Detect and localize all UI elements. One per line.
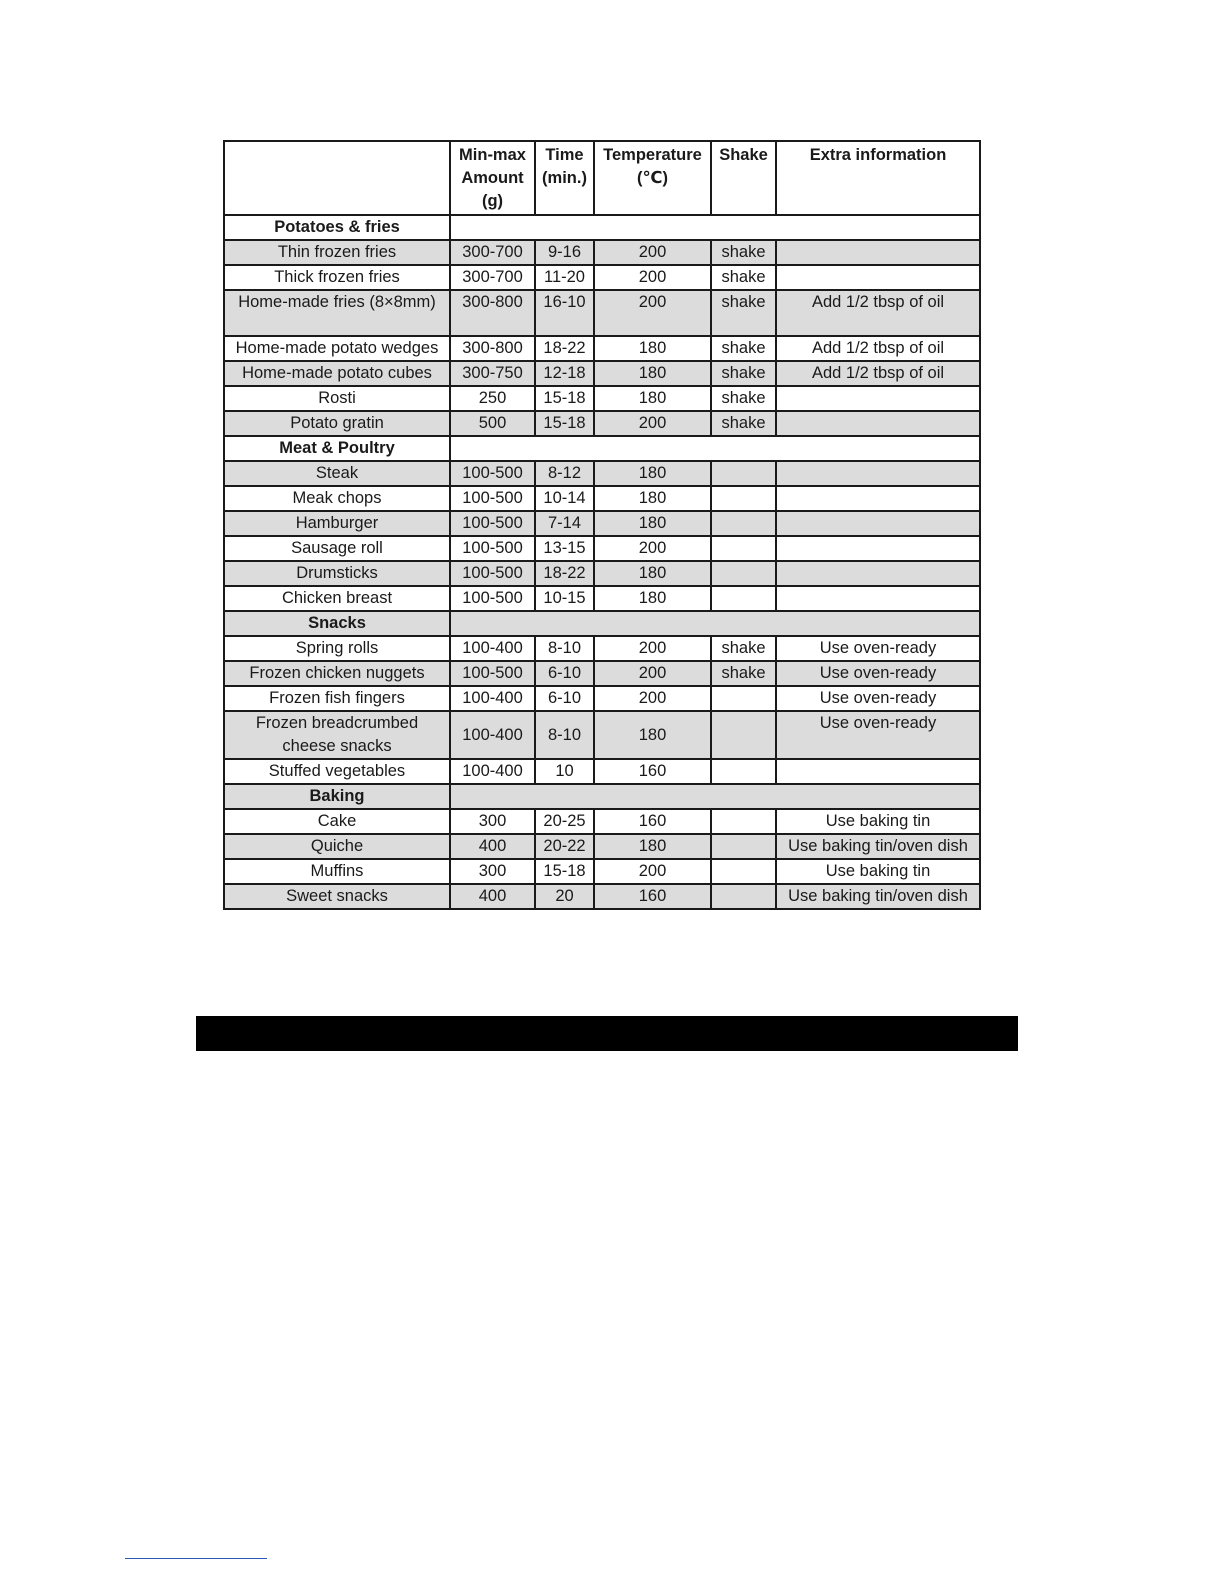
cell-shake <box>711 686 776 711</box>
header-time: Time (min.) <box>535 141 594 215</box>
cell-amount: 300-700 <box>450 265 535 290</box>
cell-extra: Use baking tin/oven dish <box>776 834 980 859</box>
cell-time: 11-20 <box>535 265 594 290</box>
cell-amount: 400 <box>450 834 535 859</box>
table-row <box>224 240 980 265</box>
cell-extra <box>776 386 980 411</box>
cell-temp: 200 <box>594 265 711 290</box>
cell-shake <box>711 859 776 884</box>
table-row <box>224 265 980 290</box>
cell-time: 16-10 <box>535 290 594 336</box>
cell-extra <box>776 759 980 784</box>
cell-amount: 100-500 <box>450 511 535 536</box>
cell-food: Rosti <box>224 386 450 411</box>
cell-time: 10 <box>535 759 594 784</box>
section-title: Meat & Poultry <box>224 436 450 461</box>
cell-amount: 100-500 <box>450 661 535 686</box>
cell-food: Chicken breast <box>224 586 450 611</box>
cell-food: Frozen fish fingers <box>224 686 450 711</box>
cell-shake <box>711 586 776 611</box>
cell-time: 15-18 <box>535 859 594 884</box>
cell-shake: shake <box>711 361 776 386</box>
table-row <box>224 511 980 536</box>
cell-extra <box>776 461 980 486</box>
section-spacer <box>450 436 980 461</box>
cell-shake: shake <box>711 265 776 290</box>
cell-food: Sausage roll <box>224 536 450 561</box>
cell-food: Quiche <box>224 834 450 859</box>
cell-temp: 180 <box>594 586 711 611</box>
cell-temp: 180 <box>594 386 711 411</box>
cooking-settings-table <box>223 140 981 910</box>
cell-temp: 160 <box>594 884 711 909</box>
table-row <box>224 336 980 361</box>
table-row <box>224 661 980 686</box>
cell-time: 15-18 <box>535 386 594 411</box>
cell-shake: shake <box>711 661 776 686</box>
cell-time: 12-18 <box>535 361 594 386</box>
cell-extra <box>776 536 980 561</box>
table-row <box>224 461 980 486</box>
cell-shake <box>711 711 776 759</box>
cell-shake: shake <box>711 240 776 265</box>
section-title: Snacks <box>224 611 450 636</box>
table-row <box>224 711 980 759</box>
section-spacer <box>450 215 980 240</box>
cell-amount: 100-500 <box>450 561 535 586</box>
cell-extra: Use baking tin/oven dish <box>776 884 980 909</box>
cell-food: Spring rolls <box>224 636 450 661</box>
cell-time: 20 <box>535 884 594 909</box>
cell-temp: 200 <box>594 636 711 661</box>
cell-time: 6-10 <box>535 686 594 711</box>
section-row <box>224 215 980 240</box>
section-spacer <box>450 784 980 809</box>
cell-amount: 300-700 <box>450 240 535 265</box>
cell-time: 10-14 <box>535 486 594 511</box>
cell-food: Meak chops <box>224 486 450 511</box>
cell-extra: Use baking tin <box>776 859 980 884</box>
cell-shake <box>711 834 776 859</box>
cell-extra: Add 1/2 tbsp of oil <box>776 290 980 336</box>
cell-extra: Use oven-ready <box>776 636 980 661</box>
cell-shake: shake <box>711 386 776 411</box>
cell-time: 6-10 <box>535 661 594 686</box>
cell-food: Stuffed vegetables <box>224 759 450 784</box>
cell-food: Muffins <box>224 859 450 884</box>
cell-extra <box>776 586 980 611</box>
cell-time: 7-14 <box>535 511 594 536</box>
cell-extra: Use oven-ready <box>776 711 980 759</box>
cell-temp: 200 <box>594 859 711 884</box>
cell-extra <box>776 561 980 586</box>
cell-shake <box>711 486 776 511</box>
cell-amount: 400 <box>450 884 535 909</box>
table-row <box>224 386 980 411</box>
section-title: Baking <box>224 784 450 809</box>
cell-time: 20-25 <box>535 809 594 834</box>
cell-temp: 200 <box>594 536 711 561</box>
cell-amount: 100-400 <box>450 636 535 661</box>
header-shake: Shake <box>711 141 776 215</box>
cell-extra <box>776 511 980 536</box>
cell-extra <box>776 486 980 511</box>
cell-amount: 100-500 <box>450 486 535 511</box>
cell-shake: shake <box>711 411 776 436</box>
cell-temp: 200 <box>594 686 711 711</box>
cell-food: Cake <box>224 809 450 834</box>
cell-amount: 100-400 <box>450 686 535 711</box>
cell-extra: Use baking tin <box>776 809 980 834</box>
cell-food: Home-made potato wedges <box>224 336 450 361</box>
table-row <box>224 536 980 561</box>
cell-amount: 300-750 <box>450 361 535 386</box>
cell-extra: Use oven-ready <box>776 661 980 686</box>
cell-temp: 200 <box>594 290 711 336</box>
cell-time: 9-16 <box>535 240 594 265</box>
cell-shake: shake <box>711 290 776 336</box>
cell-shake <box>711 884 776 909</box>
cell-temp: 200 <box>594 411 711 436</box>
cell-shake <box>711 759 776 784</box>
cell-food: Drumsticks <box>224 561 450 586</box>
cell-food: Steak <box>224 461 450 486</box>
cell-amount: 100-500 <box>450 536 535 561</box>
table-row <box>224 809 980 834</box>
cell-extra: Add 1/2 tbsp of oil <box>776 361 980 386</box>
cell-food: Hamburger <box>224 511 450 536</box>
cell-temp: 160 <box>594 809 711 834</box>
table-row <box>224 486 980 511</box>
cell-amount: 300 <box>450 809 535 834</box>
section-row <box>224 436 980 461</box>
footnote-rule <box>125 1558 267 1559</box>
table-row <box>224 586 980 611</box>
table-row <box>224 561 980 586</box>
section-title: Potatoes & fries <box>224 215 450 240</box>
header-food <box>224 141 450 215</box>
cell-shake <box>711 511 776 536</box>
cell-time: 18-22 <box>535 561 594 586</box>
cell-time: 10-15 <box>535 586 594 611</box>
table-row <box>224 411 980 436</box>
cell-food: Home-made fries (8×8mm) <box>224 290 450 336</box>
cell-temp: 180 <box>594 511 711 536</box>
cell-amount: 100-500 <box>450 586 535 611</box>
header-amount: Min-max Amount (g) <box>450 141 535 215</box>
table-row <box>224 636 980 661</box>
cell-shake <box>711 561 776 586</box>
cell-time: 13-15 <box>535 536 594 561</box>
cell-temp: 180 <box>594 336 711 361</box>
table-body <box>224 215 980 909</box>
cell-time: 8-10 <box>535 636 594 661</box>
cell-amount: 100-400 <box>450 759 535 784</box>
cell-time: 8-12 <box>535 461 594 486</box>
header-temperature: Temperature (℃) <box>594 141 711 215</box>
cell-amount: 300-800 <box>450 290 535 336</box>
section-spacer <box>450 611 980 636</box>
table-row <box>224 686 980 711</box>
cell-food: Frozen chicken nuggets <box>224 661 450 686</box>
table-header-row <box>224 141 980 215</box>
black-bar <box>196 1016 1018 1051</box>
cell-temp: 180 <box>594 486 711 511</box>
cell-temp: 180 <box>594 461 711 486</box>
table-row <box>224 290 980 336</box>
cell-temp: 200 <box>594 240 711 265</box>
cell-extra <box>776 240 980 265</box>
section-row <box>224 611 980 636</box>
cell-temp: 180 <box>594 561 711 586</box>
cell-time: 20-22 <box>535 834 594 859</box>
header-extra-information: Extra information <box>776 141 980 215</box>
cell-extra: Use oven-ready <box>776 686 980 711</box>
cell-food: Potato gratin <box>224 411 450 436</box>
cell-temp: 180 <box>594 711 711 759</box>
cell-food: Home-made potato cubes <box>224 361 450 386</box>
cell-amount: 100-400 <box>450 711 535 759</box>
cell-food: Sweet snacks <box>224 884 450 909</box>
table-row <box>224 859 980 884</box>
table-row <box>224 361 980 386</box>
cell-food: Thick frozen fries <box>224 265 450 290</box>
cell-extra <box>776 411 980 436</box>
cell-amount: 300 <box>450 859 535 884</box>
cell-amount: 500 <box>450 411 535 436</box>
cell-temp: 180 <box>594 361 711 386</box>
cell-temp: 180 <box>594 834 711 859</box>
table-row <box>224 759 980 784</box>
cell-food: Frozen breadcrumbed cheese snacks <box>224 711 450 759</box>
cell-shake: shake <box>711 636 776 661</box>
cell-temp: 160 <box>594 759 711 784</box>
table-row <box>224 834 980 859</box>
table-row <box>224 884 980 909</box>
cell-shake <box>711 536 776 561</box>
cell-shake <box>711 461 776 486</box>
cell-extra: Add 1/2 tbsp of oil <box>776 336 980 361</box>
cell-time: 8-10 <box>535 711 594 759</box>
cell-extra <box>776 265 980 290</box>
cell-food: Thin frozen fries <box>224 240 450 265</box>
cell-shake: shake <box>711 336 776 361</box>
cell-shake <box>711 809 776 834</box>
cell-time: 18-22 <box>535 336 594 361</box>
cell-amount: 100-500 <box>450 461 535 486</box>
cell-temp: 200 <box>594 661 711 686</box>
section-row <box>224 784 980 809</box>
cell-amount: 300-800 <box>450 336 535 361</box>
cell-amount: 250 <box>450 386 535 411</box>
cell-time: 15-18 <box>535 411 594 436</box>
